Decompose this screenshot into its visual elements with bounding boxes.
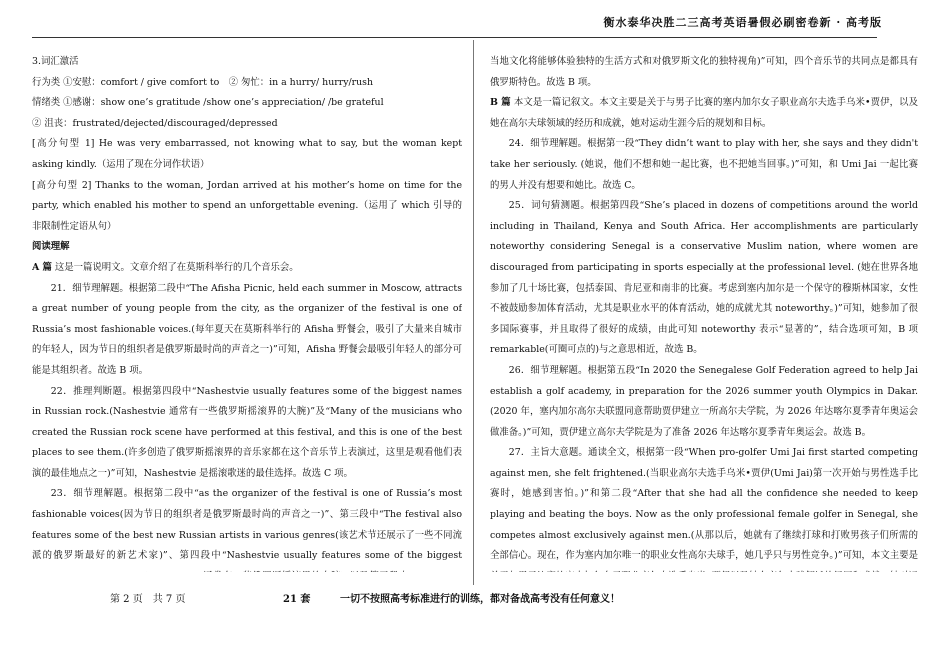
passage-intro bbox=[490, 93, 918, 134]
passage-label: A 篇 bbox=[32, 261, 52, 273]
footer-slogan: 一切不按照高考标准进行的训练，都对备战高考没有任何意义！ bbox=[340, 594, 620, 605]
paragraph: 当地文化将能够体验独特的生活方式和对俄罗斯文化的独特视角)”可知，四个音乐节的共同点是都具有俄罗斯特色。故选 B 项。 bbox=[490, 56, 918, 88]
paragraph: [高分句型 2] Thanks to the woman, Jordan arrived at his mother’s home on time for the party, which enabled his mother to spend an unforgettable evening.（运用了 which 引导的非限制性定语从句） bbox=[32, 179, 462, 232]
answer-explanation: 21．细节理解题。根据第二段中“The Afisha Picnic, held each summer in Moscow, attracts a great number of young people from the city, as the organizer of the festival is one of Russia’s most fashionable voices.(每年夏天在莫斯科举行的 Afisha 野餐会，吸引了大量来自城市的年轻人，因为节日的组织者是俄罗斯最时尚的声音之一)”可知，Afisha 野餐会最吸引年轻人的部分可能是其组织者。故选 B 项。 bbox=[32, 282, 462, 376]
passage-intro bbox=[32, 258, 462, 279]
answer-explanation: 27．主旨大意题。通读全文，根据第一段“When pro-golfer Umi Jai first started competing against men, she felt frightened.(当职业高尔夫选手乌米•贾伊(Umi Jai)第一次开始与男性选手比赛时，她感到害怕。)”和第二段“After that she had all the confidence she needed to keep playing and beating the boys. Now as the only professional female golfer in Senegal, she competes almost exclusively against men.(从那以后，她就有了继续打球和打败男孩子们所需的全部信心。现在，作为塞内加尔唯一的职业女性高尔夫球手，她几乎只与男性竞争。)”可知，本文主要是 bbox=[490, 447, 918, 562]
page-number: 第 2 页 共 7 页 bbox=[110, 594, 186, 605]
header-rule bbox=[32, 37, 877, 38]
right-column bbox=[490, 52, 918, 572]
passage-label: B 篇 bbox=[490, 97, 511, 109]
footer bbox=[0, 590, 950, 606]
passage-summary: 本文是一篇记叙文。本文主要是关于与男子比赛的塞内加尔女子职业高尔夫选手乌米•贾伊，以及她在高尔夫球领域的经历和成就，她对运动生涯今后的规划和目标。 bbox=[490, 97, 918, 129]
paragraph: 情绪类 ①感谢：show one’s gratitude /show one’s appreciation/ /be grateful bbox=[32, 97, 384, 109]
section-heading: 阅读理解 bbox=[32, 241, 70, 253]
set-number: 21 套 bbox=[283, 594, 311, 605]
answer-explanation: 25．词句猜测题。根据第四段“She’s placed in dozens of competitions around the world including in Thailand, Kenya and South Africa. Her accomplishments are particularly noteworthy considering Senegal is a conservative Muslim nation, where women are discouraged from participating in sports especially at the professional level. (她在世界各地参加了几十场比赛，包括泰国、肯尼亚和南非的比赛。考虑到塞内加尔是一个保守的穆斯林国家，女性不被鼓励参加体育活动，尤其是职业水平的体育活动，她的成就尤其 noteworthy。)”可知，她参加了很多国际赛事，并且取得了很好的成绩，由此可知 noteworthy 表示“显著的”，结合选项可知，B 项 remarkable(可圈可点的)与之意思相近，故选 B。 bbox=[490, 200, 918, 356]
paragraph: [高分句型 1] He was very embarrassed, not knowing what to say, but the woman kept asking kindly.（运用了现在分词作状语） bbox=[32, 138, 462, 170]
left-column bbox=[32, 52, 462, 572]
column-divider bbox=[473, 40, 474, 585]
answer-explanation: 24．细节理解题。根据第一段“They didn’t want to play with her, she says and they didn't take her seriously. (她说，他们不想和她一起比赛，也不把她当回事。)”可知，和 Umi Jai 一起比赛的男人并没有想要和她比。故选 C。 bbox=[490, 138, 918, 191]
answer-explanation: 22．推理判断题。根据第四段中“Nashestvie usually features some of the biggest names in Russian rock.(Nashestvie 通常有一些俄罗斯摇滚界的大腕)”及“Many of the musicians who created the Russian rock scene have performed at this festival, and this is one of the best places to see them.(许多创造了俄罗斯摇滚界的音乐家都在这个音乐节上表演过，这里是观看他们表演的最佳地点之一)”可知，Nashestvie 是摇滚歌迷的最佳选择。故选 C 项。 bbox=[32, 385, 462, 479]
header-title: 衡水泰华决胜二三高考英语暑假必刷密卷新 · 高考版 bbox=[603, 16, 882, 29]
answer-explanation: 26．细节理解题。根据第五段“In 2020 the Senegalese Golf Federation agreed to help Jai establish a golf academy, in preparation for the 2026 summer youth Olympics in Dakar. (2020 年，塞内加尔高尔夫联盟同意帮助贾伊建立一所高尔夫学院，为 2026 年达喀尔夏季青年奥运会做准备。)”可知，贾伊建立高尔夫学院是为了准备 2026 年达喀尔夏季青年奥运会。故选 B。 bbox=[490, 364, 918, 438]
answer-explanation: 23．细节理解题。根据第二段中“as the organizer of the festival is one of Russia’s most fashionable voices(因为节日的组织者是俄罗斯最时尚的声音之一)”、第三段中“The festival also features some of the best new Russian artists in various genres(该艺术节还展示了一些不同流派的俄罗斯最好的新艺术家)”、第四段中“Nashestvie usually features some of the biggest bbox=[32, 488, 462, 562]
passage-summary: 这是一篇说明文。文章介绍了在莫斯科举行的几个音乐会。 bbox=[51, 261, 299, 273]
paragraph: ② 沮丧：frustrated/dejected/discouraged/depressed bbox=[32, 117, 278, 129]
paragraph: 3.词汇激活 bbox=[32, 56, 79, 67]
paragraph: 行为类 ①安慰：comfort / give comfort to ② 匆忙：in a hurry/ hurry/rush bbox=[32, 76, 374, 88]
